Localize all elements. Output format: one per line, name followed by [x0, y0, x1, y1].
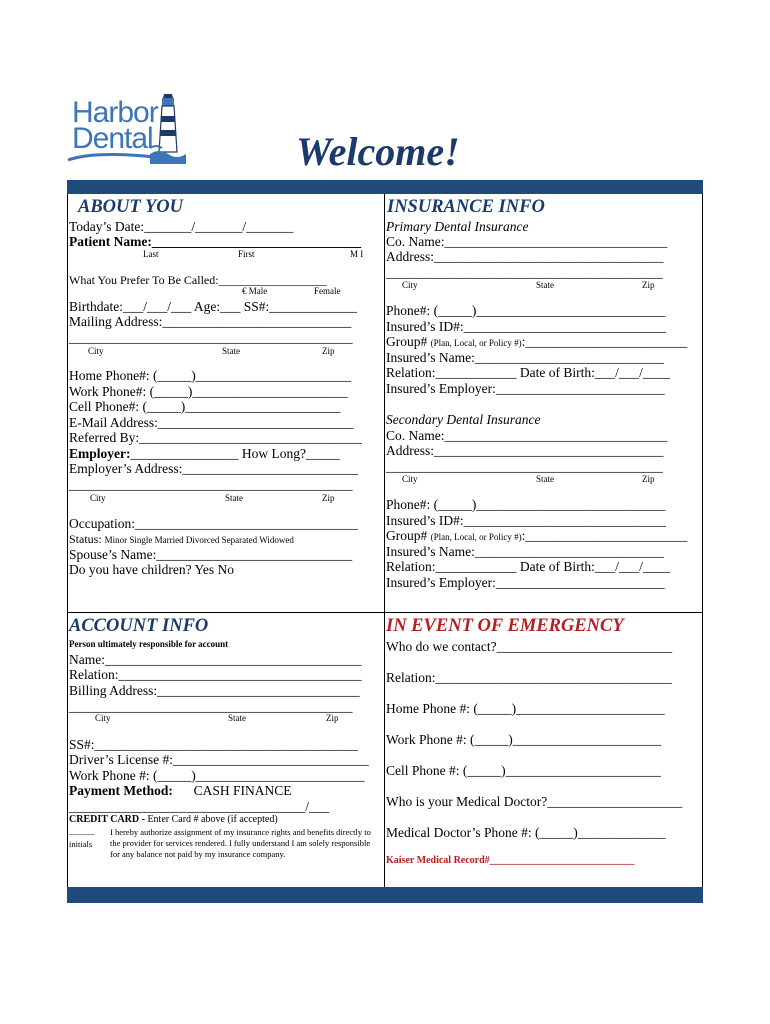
responsible-person-note: Person ultimately responsible for account	[69, 639, 229, 649]
name-sub-first: First	[238, 249, 255, 259]
primary-insured-name-field[interactable]: Insured’s Name:____________________________	[386, 350, 664, 365]
primary-address-field[interactable]: Address:__________________________________	[386, 249, 664, 264]
group-line-2[interactable]: :________________________	[521, 528, 688, 543]
account-info-heading: ACCOUNT INFO	[69, 616, 209, 636]
status-options[interactable]: Minor Single Married Divorced Separated Widowed	[104, 535, 294, 545]
primary-insurance-title: Primary Dental Insurance	[386, 219, 529, 234]
frame-left	[67, 194, 68, 887]
section-divider	[67, 612, 703, 613]
page-title: Welcome!	[296, 129, 460, 174]
primary-city-label: City	[402, 280, 418, 290]
mailing-address-field[interactable]: Mailing Address:____________________________	[69, 314, 352, 329]
frame-middle	[384, 194, 385, 887]
medical-doctor-field[interactable]: Who is your Medical Doctor?____________________	[386, 794, 683, 809]
primary-insured-id-field[interactable]: Insured’s ID#:______________________________	[386, 319, 667, 334]
primary-address-line[interactable]: _________________________________________	[386, 265, 663, 280]
status-label: Status:	[69, 532, 102, 546]
group-label-2: Group#	[386, 528, 428, 543]
status-field[interactable]	[69, 532, 294, 546]
secondary-insurance-title: Secondary Dental Insurance	[386, 412, 541, 427]
account-name-field[interactable]: Name:______________________________________	[69, 652, 362, 667]
billing-city-label: City	[95, 713, 111, 723]
logo-text-harbor: Harbor	[72, 96, 158, 129]
footer-bar	[67, 887, 703, 903]
initials-line[interactable]: ______	[69, 826, 95, 836]
secondary-city-label: City	[402, 474, 418, 484]
billing-zip-label: Zip	[326, 713, 339, 723]
sex-female-option[interactable]: Female	[314, 286, 341, 296]
children-question[interactable]: Do you have children? Yes No	[69, 562, 234, 577]
header-bar	[67, 180, 703, 194]
emp-state-label: State	[225, 493, 243, 503]
todays-date-field[interactable]: Today’s Date:_______/_______/_______	[69, 219, 294, 234]
primary-relation-field[interactable]: Relation:____________ Date of Birth:___/___/____	[386, 365, 670, 380]
account-relation-field[interactable]: Relation:____________________________________	[69, 667, 362, 682]
city-label: City	[88, 346, 104, 356]
primary-group-field[interactable]	[386, 334, 687, 349]
secondary-zip-label: Zip	[642, 474, 655, 484]
harbor-dental-logo	[66, 92, 186, 167]
referred-by-field[interactable]: Referred By:_________________________________	[69, 430, 362, 445]
emergency-work-phone-field[interactable]: Work Phone #: (_____)______________________	[386, 732, 662, 747]
employer-field[interactable]	[69, 446, 340, 461]
account-ss-field[interactable]: SS#:_______________________________________	[69, 737, 358, 752]
credit-card-line[interactable]: ___________________________________/___	[69, 799, 330, 814]
sex-male-option[interactable]: € Male	[242, 286, 268, 296]
email-field[interactable]: E-Mail Address:_____________________________	[69, 415, 354, 430]
billing-address-field[interactable]: Billing Address:______________________________	[69, 683, 360, 698]
credit-card-label: CREDIT CARD -	[69, 814, 145, 825]
cell-phone-field[interactable]: Cell Phone#: (_____)_______________________	[69, 399, 341, 414]
spouse-name-field[interactable]: Spouse’s Name:_____________________________	[69, 547, 353, 562]
primary-phone-field[interactable]: Phone#: (_____)____________________________	[386, 303, 666, 318]
credit-card-note	[69, 814, 278, 825]
emergency-home-phone-field[interactable]: Home Phone #: (_____)______________________	[386, 701, 665, 716]
wave-icon	[66, 152, 166, 164]
payment-method-label: Payment Method:	[69, 783, 173, 798]
name-sub-mi: M I	[350, 249, 364, 259]
insurance-heading: INSURANCE INFO	[387, 197, 545, 217]
primary-insured-employer-field[interactable]: Insured’s Employer:_________________________	[386, 381, 665, 396]
billing-state-label: State	[228, 713, 246, 723]
kaiser-record-field[interactable]: Kaiser Medical Record#_____________________________	[386, 855, 635, 866]
name-sub-last: Last	[143, 249, 159, 259]
group-hint: (Plan, Local, or Policy #)	[430, 338, 522, 348]
secondary-address-line[interactable]: _________________________________________	[386, 459, 663, 474]
account-work-phone-field[interactable]: Work Phone #: (_____)_________________________	[69, 768, 365, 783]
medical-doctor-phone-field[interactable]: Medical Doctor’s Phone #: (_____)_____________	[386, 825, 666, 840]
emergency-cell-phone-field[interactable]: Cell Phone #: (_____)_______________________	[386, 763, 661, 778]
employer-address-field[interactable]: Employer’s Address:__________________________	[69, 461, 358, 476]
emp-zip-label: Zip	[322, 493, 335, 503]
primary-zip-label: Zip	[642, 280, 655, 290]
drivers-license-field[interactable]: Driver’s License #:_____________________________	[69, 752, 369, 767]
secondary-relation-field[interactable]: Relation:____________ Date of Birth:___/___/____	[386, 559, 670, 574]
secondary-co-name-field[interactable]: Co. Name:_________________________________	[386, 428, 668, 443]
logo-text-dental: Dental	[72, 122, 153, 155]
group-hint-2: (Plan, Local, or Policy #)	[430, 532, 522, 542]
credit-card-rest: Enter Card # above (if accepted)	[144, 814, 278, 825]
payment-method-field[interactable]	[69, 783, 292, 798]
work-phone-field[interactable]: Work Phone#: (_____)_______________________	[69, 384, 348, 399]
secondary-state-label: State	[536, 474, 554, 484]
emergency-heading: IN EVENT OF EMERGENCY	[386, 616, 624, 636]
emergency-contact-field[interactable]: Who do we contact?__________________________	[386, 639, 673, 654]
zip-label: Zip	[322, 346, 335, 356]
primary-state-label: State	[536, 280, 554, 290]
frame-right	[702, 194, 703, 887]
secondary-address-field[interactable]: Address:__________________________________	[386, 443, 664, 458]
group-line[interactable]: :________________________	[521, 334, 688, 349]
initials-label: initials	[69, 839, 93, 849]
secondary-phone-field[interactable]: Phone#: (_____)____________________________	[386, 497, 666, 512]
employer-address-line[interactable]: __________________________________________	[69, 477, 353, 492]
about-you-heading: ABOUT YOU	[78, 197, 184, 217]
billing-address-line[interactable]: __________________________________________	[69, 699, 353, 714]
secondary-group-field[interactable]	[386, 528, 687, 543]
preferred-name-field[interactable]: What You Prefer To Be Called:__________________	[69, 273, 327, 287]
secondary-insured-name-field[interactable]: Insured’s Name:____________________________	[386, 544, 664, 559]
home-phone-field[interactable]: Home Phone#: (_____)_______________________	[69, 368, 351, 383]
state-label: State	[222, 346, 240, 356]
payment-options[interactable]: CASH FINANCE	[193, 783, 292, 798]
secondary-insured-id-field[interactable]: Insured’s ID#:______________________________	[386, 513, 667, 528]
emp-city-label: City	[90, 493, 106, 503]
patient-name-field[interactable]: Patient Name:_______________________________	[69, 234, 362, 249]
authorization-text: I hereby authorize assignment of my insurance rights and benefits directly to the provider for services rendered. I fully understand I am solely responsible for any balance not paid by my insurance company.	[110, 827, 371, 859]
employer-label: Employer:	[69, 446, 131, 461]
occupation-field[interactable]: Occupation:_________________________________	[69, 516, 358, 531]
employer-line[interactable]: ________________ How Long?_____	[130, 446, 340, 461]
group-label: Group#	[386, 334, 428, 349]
mailing-address-line[interactable]: __________________________________________	[69, 330, 353, 345]
primary-co-name-field[interactable]: Co. Name:_________________________________	[386, 234, 668, 249]
emergency-relation-field[interactable]: Relation:___________________________________	[386, 670, 672, 685]
secondary-insured-employer-field[interactable]: Insured’s Employer:_________________________	[386, 575, 665, 590]
birthdate-field[interactable]: Birthdate:___/___/___ Age:___ SS#:_____________	[69, 299, 358, 314]
